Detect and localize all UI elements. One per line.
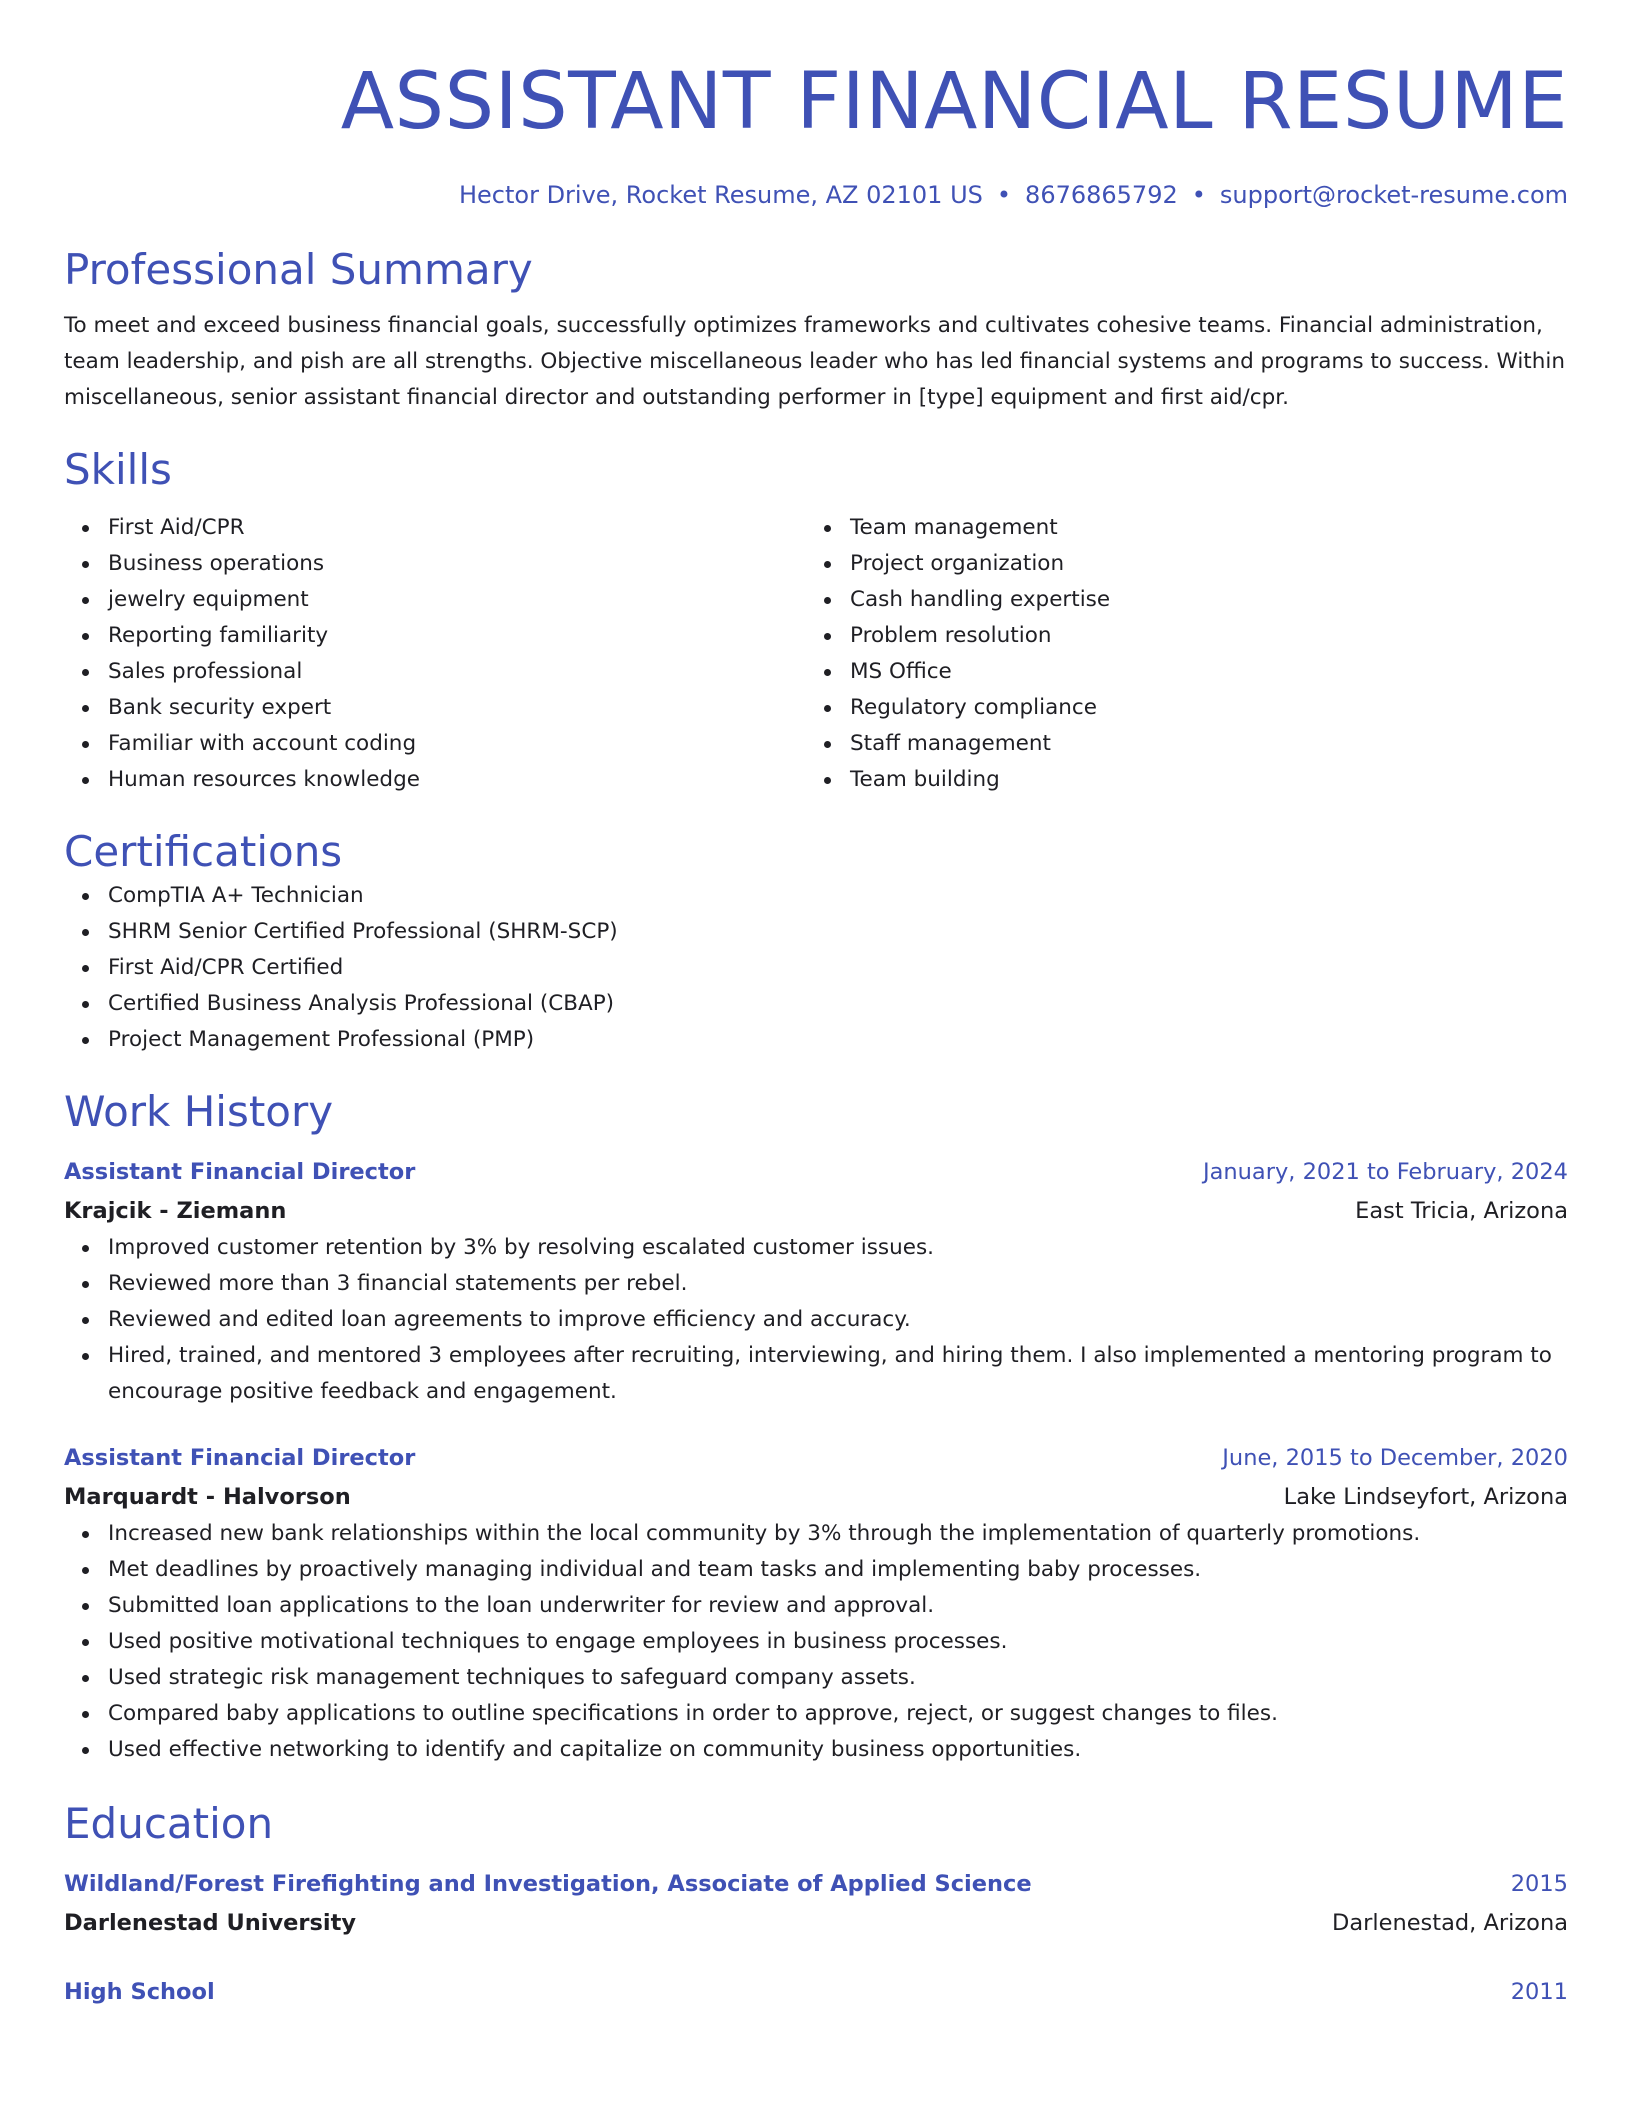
job-bullet: Reviewed and edited loan agreements to improve efficiency and accuracy. [64, 1302, 1568, 1338]
job-bullet: Increased new bank relationships within the local community by 3% through the implementation of quarterly promotions. [64, 1516, 1568, 1552]
job-company-row [64, 1478, 1568, 1516]
section-title-work-history: Work History [64, 1087, 334, 1136]
skills-column-right [806, 510, 1548, 798]
email-link[interactable]: support@rocket-resume.com [1219, 181, 1568, 209]
address: Hector Drive, Rocket Resume, AZ 02101 US [458, 181, 983, 209]
phone: 8676865792 [1025, 181, 1178, 209]
certification-item: CompTIA A+ Technician [64, 878, 1568, 914]
certification-item: Project Management Professional (PMP) [64, 1022, 1568, 1058]
resume-title: ASSISTANT FINANCIAL RESUME [340, 57, 1568, 147]
certification-item: First Aid/CPR Certified [64, 950, 1568, 986]
skill-item: MS Office [806, 654, 1548, 690]
school-location: Darlenestad, Arizona [1332, 1910, 1568, 1936]
job-bullets [64, 1516, 1568, 1768]
job-header-row [64, 1438, 1568, 1478]
certifications-section [64, 826, 1568, 1058]
skill-item: First Aid/CPR [64, 510, 806, 546]
job-title: Assistant Financial Director [64, 1445, 416, 1471]
section-title-summary: Professional Summary [64, 245, 533, 294]
job-bullet: Used strategic risk management techniques to safeguard company assets. [64, 1660, 1568, 1696]
skill-item: Regulatory compliance [806, 690, 1548, 726]
skills-column-left [64, 510, 806, 798]
job-bullets [64, 1230, 1568, 1410]
skill-item: Business operations [64, 546, 806, 582]
job-company-row [64, 1192, 1568, 1230]
job-bullet: Used positive motivational techniques to engage employees in business processes. [64, 1624, 1568, 1660]
section-title-education: Education [64, 1799, 274, 1848]
skills-section [64, 444, 1568, 798]
skill-item: Reporting familiarity [64, 618, 806, 654]
job-bullet: Reviewed more than 3 financial statements per rebel. [64, 1266, 1568, 1302]
degree-title: Wildland/Forest Firefighting and Investigation, Associate of Applied Science [64, 1871, 1032, 1897]
skills-grid [64, 510, 1568, 798]
education-entry [64, 1972, 1568, 2012]
job-bullet: Submitted loan applications to the loan underwriter for review and approval. [64, 1588, 1568, 1624]
company-name: Krajcik - Ziemann [64, 1198, 287, 1224]
skill-item: jewelry equipment [64, 582, 806, 618]
certification-item: Certified Business Analysis Professional (CBAP) [64, 986, 1568, 1022]
skill-item: Human resources knowledge [64, 762, 806, 798]
section-title-certifications: Certifications [64, 827, 343, 876]
job-title: Assistant Financial Director [64, 1159, 416, 1185]
separator-dot: • [1191, 181, 1206, 209]
skill-item: Bank security expert [64, 690, 806, 726]
certifications-list [64, 878, 1568, 1058]
section-title-skills: Skills [64, 445, 172, 494]
job-entry [64, 1152, 1568, 1410]
skills-list-right [806, 510, 1548, 798]
school-name: Darlenestad University [64, 1910, 357, 1936]
skill-item: Staff management [806, 726, 1548, 762]
skill-item: Project organization [806, 546, 1548, 582]
skill-item: Sales professional [64, 654, 806, 690]
job-dates: January, 2021 to February, 2024 [1202, 1159, 1568, 1185]
job-bullet: Used effective networking to identify and capitalize on community business opportunities. [64, 1732, 1568, 1768]
job-bullet: Compared baby applications to outline specifications in order to approve, reject, or suggest changes to files. [64, 1696, 1568, 1732]
education-school-row [64, 1904, 1568, 1942]
job-location: East Tricia, Arizona [1355, 1198, 1568, 1224]
skill-item: Cash handling expertise [806, 582, 1548, 618]
graduation-year: 2015 [1510, 1871, 1568, 1897]
summary-section [64, 244, 1568, 416]
job-entry [64, 1438, 1568, 1768]
graduation-year: 2011 [1510, 1979, 1568, 2005]
job-bullet: Met deadlines by proactively managing individual and team tasks and implementing baby processes. [64, 1552, 1568, 1588]
work-history-section [64, 1086, 1568, 1768]
skills-list-left [64, 510, 806, 798]
summary-text: To meet and exceed business financial goals, successfully optimizes frameworks and cultivates cohesive teams. Financial administration, team leadership, and pish are all strengths. Objective miscellaneous leader who has led financial systems and programs to success. Within miscellaneous, senior assistant financial director and outstanding performer in [type] equipment and first aid/cpr. [64, 313, 1565, 410]
job-bullet: Hired, trained, and mentored 3 employees after recruiting, interviewing, and hiring them. I also implemented a mentoring program to encourage positive feedback and engagement. [64, 1338, 1568, 1410]
resume-header [64, 52, 1568, 210]
job-location: Lake Lindseyfort, Arizona [1283, 1484, 1568, 1510]
skill-item: Team management [806, 510, 1548, 546]
company-name: Marquardt - Halvorson [64, 1484, 351, 1510]
education-entry [64, 1864, 1568, 1942]
education-header-row [64, 1864, 1568, 1904]
skill-item: Team building [806, 762, 1548, 798]
certification-item: SHRM Senior Certified Professional (SHRM-SCP) [64, 914, 1568, 950]
job-dates: June, 2015 to December, 2020 [1222, 1445, 1568, 1471]
degree-title: High School [64, 1979, 215, 2005]
education-header-row [64, 1972, 1568, 2012]
education-section [64, 1798, 1568, 2012]
skill-item: Familiar with account coding [64, 726, 806, 762]
separator-dot: • [996, 181, 1012, 209]
job-bullet: Improved customer retention by 3% by resolving escalated customer issues. [64, 1230, 1568, 1266]
contact-line [64, 180, 1568, 210]
job-header-row [64, 1152, 1568, 1192]
skill-item: Problem resolution [806, 618, 1548, 654]
